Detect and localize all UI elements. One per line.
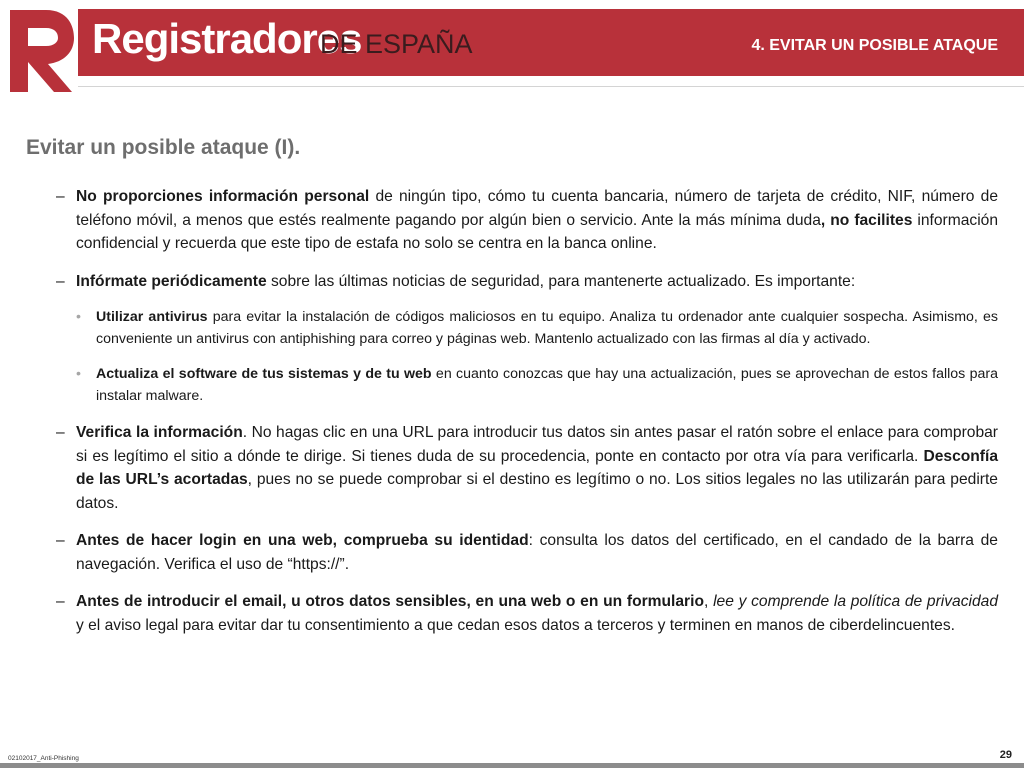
sub-list-item: • Actualiza el software de tus sistemas y de tu web en cuanto conozcas que hay una actualización, pues se aprovechan de estos fallos para instalar malware. [76,366,998,404]
dot-bullet: • [76,366,81,382]
page-number: 29 [999,749,1012,761]
registradores-logo-icon [8,8,74,94]
brand-name: Registradores [92,15,362,62]
sub-list-item: • Utilizar antivirus para evitar la instalación de códigos maliciosos en tu equipo. Analiza tu ordenador ante cualquier sospecha. Asimismo, es conveniente un antivirus con antiphishing para correo y páginas web. Mantenlo actualizado con las firmas al día y activado. [76,309,998,347]
list-item: – No proporciones información personal de ningún tipo, cómo tu cuenta bancaria, número de tarjeta de crédito, NIF, número de teléfono móvil, a menos que estés realmente pagando por algún bien o servicio. Ante la más mínima duda, no facilites información confidencial y recuerda que este tipo de estafa no solo se centra en la banca online. [56,185,998,256]
content-list [56,185,998,651]
list-item: – Verifica la información. No hagas clic en una URL para introducir tus datos sin antes pasar el ratón sobre el enlace para comprobar si es legítimo el sitio a dónde te dirige. Si tienes duda de su procedencia, ponte en contacto por otra vía para verificarla. Desconfía de las URL’s acortadas, pues no se puede comprobar si el destino es legítimo o no. Los sitios legales no las utilizarán para pedirte datos. [56,421,998,515]
dash-bullet: – [56,272,65,290]
footer-bar [0,763,1024,768]
section-label: 4. EVITAR UN POSIBLE ATAQUE [751,37,998,54]
list-item: – Infórmate periódicamente sobre las últimas noticias de seguridad, para mantenerte actualizado. Es importante: [56,270,998,294]
header-divider [78,86,1024,87]
brand-subtitle: DE ESPAÑA [320,29,473,59]
list-item: – Antes de hacer login en una web, comprueba su identidad: consulta los datos del certificado, en el candado de la barra de navegación. Verifica el uso de “https://”. [56,529,998,576]
footer-code: 02102017_Anti-Phishing [8,755,79,762]
header-bar [78,9,1024,76]
dot-bullet: • [76,309,81,325]
list-item: – Antes de introducir el email, u otros datos sensibles, en una web o en un formulario, lee y comprende la política de privacidad y el aviso legal para evitar dar tu consentimiento a que cedan esos datos a terceros y terminen en manos de ciberdelincuentes. [56,590,998,637]
dash-bullet: – [56,593,65,610]
page-title: Evitar un posible ataque (I). [26,136,301,159]
dash-bullet: – [56,424,65,441]
dash-bullet: – [56,188,65,205]
dash-bullet: – [56,532,65,549]
